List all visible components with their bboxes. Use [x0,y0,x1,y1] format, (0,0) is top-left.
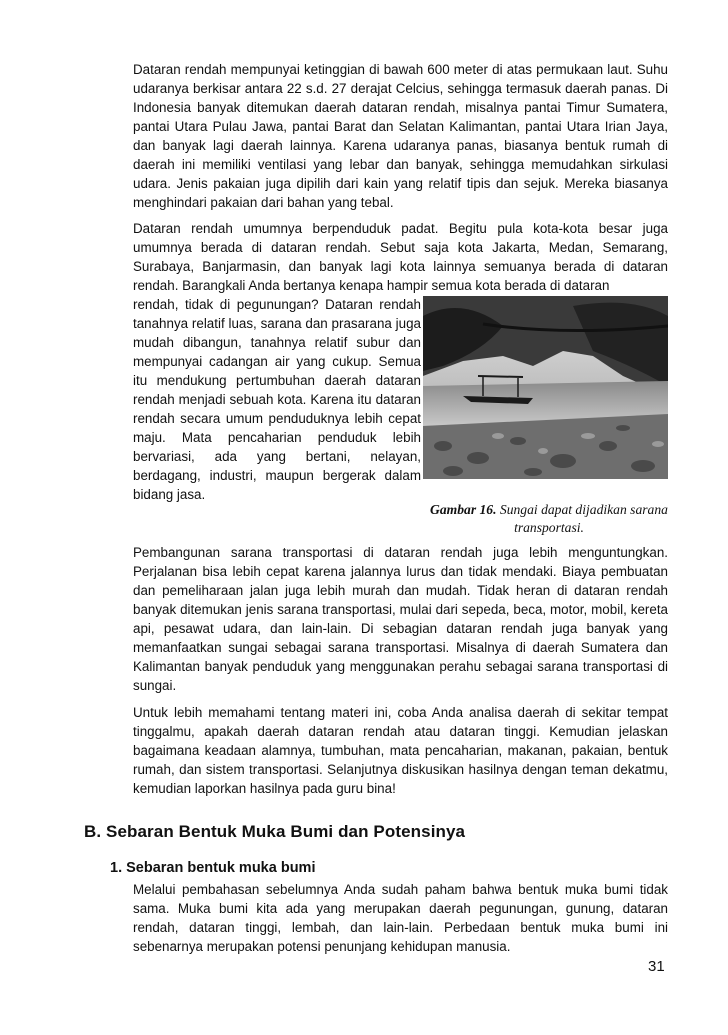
figure-caption [430,501,668,537]
subsection-heading: 1. Sebaran bentuk muka bumi [110,860,316,876]
paragraph-lowland-population: Dataran rendah umumnya berpenduduk padat. Begitu pula kota-kota besar juga umumnya berada di dataran rendah. Sebut saja kota Jakarta, Medan, Semarang, Surabaya, Banjarmasin, dan banyak lagi kota lainnya semuanya berada di dataran rendah. Barangkali Anda bertanya kenapa hampir semua kota berada di dataran [133,221,668,293]
paragraph-transportation: Pembangunan sarana transportasi di dataran rendah juga lebih menguntungkan. Perjalanan bisa lebih cepat karena jalannya lurus dan tidak mendaki. Biaya pembuatan dan pemeliharaan jalan juga lebih murah dan mudah. Tidak heran di dataran rendah banyak ditemukan jenis sarana transportasi, mulai dari sepeda, beca, motor, mobil, kereta api, pesawat udara, dan lain-lain. Di sebagian dataran rendah juga banyak yang memanfaatkan sungai sebagai sarana transportasi. Misalnya di daerah Sumatera dan Kalimantan banyak penduduk yang menggunakan perahu sebagai sarana transportasi di sungai. [133,545,668,693]
paragraph-lowland-climate: Dataran rendah mempunyai ketinggian di bawah 600 meter di atas permukaan laut. Suhu udaranya berkisar antara 22 s.d. 27 derajat Celcius, sehingga termasuk daerah panas. Di Indonesia banyak ditemukan daerah dataran rendah, misalnya pantai Timur Sumatera, pantai Utara Pulau Jawa, pantai Barat dan Selatan Kalimantan, pantai Utara Irian Jaya, dan banyak lagi daerah lainnya. Karena udaranya panas, biasanya bentuk rumah di daerah ini memiliki ventilasi yang lebar dan banyak, sehingga memudahkan sirkulasi udara. Jenis pakaian juga dipilih dari kain yang relatif tipis dan sejuk. Mereka biasanya menghindari pakaian dari bahan yang tebal. [133,62,668,210]
figure-caption-text: Sungai dapat dijadikan sarana transportasi. [499,502,668,535]
page-number: 31 [648,958,665,975]
paragraph-landform-distribution: Melalui pembahasan sebelumnya Anda sudah paham bahwa bentuk muka bumi tidak sama. Muka bumi kita ada yang merupakan daerah pegunungan, gunung, dataran rendah, dataran tinggi, lembah, dan lain-lain. Perbedaan bentuk muka bumi ini sebenarnya merupakan potensi penunjang kehidupan manusia. [133,882,668,954]
paragraph-activity: Untuk lebih memahami tentang materi ini, coba Anda analisa daerah di sekitar tempat tinggalmu, apakah daerah dataran rendah atau dataran tinggi. Kemudian jelaskan bagaimana keadaan alamnya, tumbuhan, mata pencaharian, makanan, pakaian, bentuk rumah, dan sistem transportasi. Selanjutnya diskusikan hasilnya dengan teman dekatmu, kemudian laporkan hasilnya pada guru bina! [133,705,668,796]
section-heading: B. Sebaran Bentuk Muka Bumi dan Potensinya [84,822,466,841]
paragraph-lowland-cities: rendah, tidak di pegunungan? Dataran rendah tanahnya relatif luas, sarana dan prasarana juga mudah dibangun, tanahnya relatif subur dan mempunyai cadangan air yang cukup. Semua itu mendukung pertumbuhan daerah dataran rendah menjadi sebuah kota. Karena itu dataran rendah secara umum penduduknya lebih cepat maju. Mata pencaharian penduduk lebih bervariasi, ada yang bertani, nelayan, berdagang, industri, maupun bergerak dalam bidang jasa. [133,297,421,502]
river-boat-photo [423,296,668,479]
figure-label: Gambar 16. [430,502,497,517]
